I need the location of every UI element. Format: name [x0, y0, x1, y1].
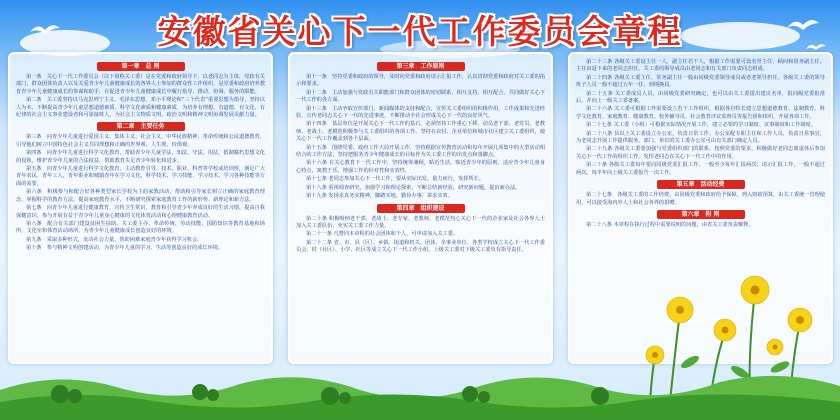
article-text: 第二十条 积极吸纳老干部、老战士、老专家、老教师、老模范热心关心下一代的企业家及社会各界人士加入关工委队伍，充实关工委工作力量。	[296, 215, 545, 229]
article-text: 第二十四条 各级关工委主任、常务副主任一般由同级党委领导成员或者老领导担任。各级关工委的领导班子人员一般不超过五年一任，到期换届。	[576, 74, 825, 89]
article-text: 第九条 采取多种形式，发动社会力量，帮助困难家庭青少年获得学习机会。	[26, 236, 203, 243]
article-text: 第二十九条 各级关工委要加强与党委组织部门的联系，按照党委的要求，积极做好老同志离退休后参加关心下一代工作的组织工作，发挥老同志在关心下一代工作中的作用。	[576, 146, 825, 160]
chapter-heading: 第四章 组织建设	[377, 204, 465, 213]
article-text: 第十四条 基层单位是开展关心下一代工作的基石，必须坚持工作重心下移。动员老干部、老党员、老教师、老战士、老模范积极参与关工委组织的各项工作。坚持在农村、企业单位和城市社区建立关工委组织，使关心下一代工作覆盖到各个层面。	[296, 121, 546, 143]
article-text: 第二十七条 关工委（小组）可根据实际情况开展工作，建立必要的学习制度、议事制度和工作制度。	[586, 122, 816, 129]
article-text: 第二十一条 凡赞同本章程的社会团体和个人，可申请加入关工委。	[306, 231, 459, 238]
article-text: 第二十三条 各级关工委设主任一人，副主任若干人，根据工作需要可设名誉主任、顾问和常务副主任。主任由退下来的老同志担任，关工委的领导成员由老同志和有关部门负责同志组成。	[576, 59, 825, 73]
article-text: 第二十八条 本章程在执行过程中需要说明的问题，由省关工委负责解释。	[586, 221, 754, 228]
article-text: 第二十八条 县以上关工委设立办公室，负责日常工作。办公室配专职主任和工作人员，负责日常事宜，为老同志开展工作提供服务。部门、单位的关工委办公室可由有关部门确定人员。	[576, 130, 825, 145]
article-text: 第七条 向青少年儿童进行健康教育，宣传卫生常识，教育和引导青少年养成良好的生活习惯，提高自我保健意识，参与开展有益于青少年儿童身心健康的文化体育活动和心理健康教育活动。	[16, 205, 265, 219]
article-text: 第三条 向青少年儿童进行爱国主义、集体主义、社会主义、中华民族精神、革命传统和公民道德教育，引导他们树立中国特色社会主义共同理想和正确的世界观、人生观、价值观。	[16, 134, 265, 148]
article-text: 第六条 积极参与和配合好各种类型家长学校为主的家教活动，帮助和引导家长树立正确的家庭教育理念，掌握科学的教育方法，提高家庭教育水平，不断研究探索家庭教育工作的新形势、新理论和新方法。	[16, 189, 265, 203]
article-text: 第五条 向青少年儿童进行科学文化教育，主动教育引导、技术、职业、科普等学校或培训班，满足广大青年农民、青年工人，青年职业和城镇青年在学习文化、科学技术、学习技能、学习技术、学习各种技能等方面的需要。	[16, 166, 266, 187]
page-title: 安徽省关心下一代工作委员会章程	[157, 12, 683, 51]
article-text: 第十五条 围绕党委、政府工作大局开展工作，坚持根据宣传教育活动和每年开展几项集中的大型活动相结合的工作方法，坚持把服务青少年健康成长的目标作为关工委工作的出发点和落脚点。	[296, 144, 545, 159]
article-text: 第十一条 坚持党委和政府的领导，及时向党委和政府请示汇报工作，认真贯彻党委和政府对关工委的指示和要求。	[296, 74, 545, 88]
article-text: 第十七条 老同志参加关心下一代工作，要从实际出发，量力而行，发挥所长。	[306, 176, 485, 183]
article-text: 第一条 关心下一代工作委员会（以下简称关工委）是在党委和政府领导下，以老同志为主体，党政有关部门、群众团体负责人以及关爱青少年儿童健康成长的各界人士参加的群众性工作组织，是党委和政府培养教育青少年儿童健康成长的参谋和助手，在促进青少年儿童健康成长中履行指导、推动、协调、服务的职能。	[16, 74, 266, 95]
chapter-heading: 第二章 主要任务	[97, 122, 185, 131]
chapter-heading: 第六章 附 则	[657, 210, 745, 219]
article-text: 第十二条 主动加强与党政有关职能部门和群众团体的密切联系，相互支持，相互配合，共同做好关心下一代工作的各方面。	[296, 89, 545, 104]
chapter-heading: 第一章 总 则	[97, 62, 185, 71]
article-text: 第十三条 主动争取宣传部门、新闻媒体的支持和配合，宣传关工委组织的积极作用，工作成果和先进经验，宣传老同志关心下一代的先进事迹，不断推动全社会形成关心下一代的良好风气。	[296, 105, 545, 120]
chapter-heading: 第五章 活动经费	[657, 180, 745, 189]
article-text: 第十八条 重视调查研究，加强学习和理论探索，不断总结新经验，研究新问题，提出新办法。	[306, 184, 521, 191]
article-text: 第二十二条 省、市、县（区）、乡镇、街道和机关、团体、企事业单位、各类学校成立关心下一代工作委员会，村（社区）、小学、社区等成立关心下一代工作小组。上级关工委对下级关工委负有指导责任。	[296, 239, 545, 254]
article-text: 第二条 关工委坚持以马克思列宁主义、毛泽东思想、邓小平理论和“三个代表”重要思想为指导，坚持以人为本，不断提高青少年儿童思想道德素质、科学文化素质和健康素质，为培养有理想、有道德、有文化、有纪律的社会主义事业建设者和可靠接班人，为社会主义物质文明、政治文明和精神文明协调发展贡献力量。	[16, 97, 266, 119]
article-text: 第十九条 发扬求真务实精神，脚踏实地，勤俭办事，讲求实效。	[306, 193, 453, 200]
article-text: 第二十五条 关工委成员人员，由同级党委研究确定，也可以由关工委提出建议名单，报同级党委批准后，并向上一级关工委备案。	[576, 90, 825, 105]
column-left	[8, 52, 273, 364]
chapter-heading: 第三章 工作原则	[377, 62, 465, 71]
article-text: 第十条 参与精神文明创建活动，为青少年儿童的学习、生活等创造良好的成长环境。	[26, 245, 224, 252]
article-text: 第二十七条 各级关工委的工作经费，由同级党委和政府给予保障，列入财政预算，由关工委统一管理使用，可以接受海内外人士和社会各界的捐赠。	[576, 192, 825, 206]
article-text: 第四条 向青少年儿童进行科学文化教育，帮助青少年儿童学法、知法、守法、用法，抵制腐朽思想文化的侵蚀，维护青少年儿童的合法权益，帮助教育失足青少年转化和进步。	[16, 150, 265, 164]
article-text: 第八条 配合有关部门建设贫困生扶助、关工委主办、革命传统、劳动技能、国防知识等教育基地和场所，文化室和体育活动场所，为青少年儿童健康成长创造良好的环境。	[16, 220, 265, 235]
article-text: 第十六条 在关心教育下一代工作中，坚持统筹兼顾，贴近生活、贴近青少年的原则，适应青少年儿童身心特点，寓教于乐，增强工作的针对性和实效性。	[296, 160, 545, 174]
article-text: 第二十六条 关工委可根据工作需要设立若干工作组织，根据各自特长建立思想道德教育、法制教育、科学文化教育、家庭教育、健康教育、校外辅导员、社会教育评议监督员等报告团和组织，开展各项工作。	[576, 106, 825, 120]
article-text: 第三十条 各级关工委每年要向同级党委汇报工作，一般至少每年汇报两次；请示汇报工作，一般不超过两次。每半年向上级关工委报告一次工作。	[576, 162, 825, 176]
column-middle	[288, 52, 553, 364]
grass-hills-decoration	[0, 350, 840, 420]
